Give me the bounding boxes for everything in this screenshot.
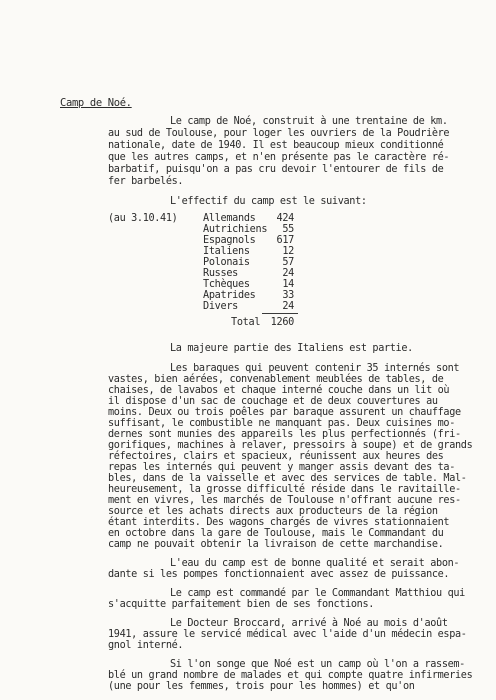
paragraph-line: vastes, bien aérées, convenablement meublées de tables, de xyxy=(108,374,444,385)
count-value: 24 xyxy=(282,268,294,279)
count-value: 57 xyxy=(282,257,294,268)
count-label: Autrichiens xyxy=(203,224,268,235)
count-label: Italiens xyxy=(203,246,250,257)
paragraph-line: que les autres camps, et n'en présente pas le caractère ré- xyxy=(108,152,450,163)
paragraph-line: réfectoires, clairs et spacieux, réunissent aux heures des xyxy=(108,451,444,462)
count-label: Polonais xyxy=(203,257,250,268)
paragraph-line: source et les achats directs aux producteurs de la région xyxy=(108,506,438,517)
paragraph-line: en octobre dans la gare de Toulouse, mais le Commandant du xyxy=(108,528,444,539)
paragraph-line: dernes sont munies des appareils les plus perfectionnés (fri- xyxy=(108,429,461,440)
paragraph-line: (une pour les femmes, trois pour les hommes) et qu'on xyxy=(108,681,415,692)
paragraph-line: repas les internés qui peuvent y manger assis devant des ta- xyxy=(108,462,456,473)
paragraph-line: ment en vivres, les marchés de Toulouse n'offrant aucune res- xyxy=(108,495,461,506)
total-value: 1260 xyxy=(270,317,294,328)
effectif-intro: L'effectif du camp est le suivant: xyxy=(170,196,367,207)
paragraph-line: blé un grand nombre de malades et qui compte quatre infirmeries xyxy=(108,670,473,681)
paragraph-line: gorifiques, machines à relaver, pressoirs à soupe) et de grands xyxy=(108,440,473,451)
paragraph-line: La majeure partie des Italiens est partie. xyxy=(170,343,413,354)
paragraph-line: fer barbelés. xyxy=(108,176,184,187)
count-label: Divers xyxy=(203,301,239,312)
paragraph-line: moins. Deux ou trois poêles par baraque assurent un chauffage xyxy=(108,407,461,418)
paragraph-line: Les baraques qui peuvent contenir 35 internés sont xyxy=(170,363,460,374)
count-value: 617 xyxy=(276,235,294,246)
count-value: 33 xyxy=(282,290,294,301)
paragraph-line: Le Docteur Broccard, arrivé à Noé au mois d'août xyxy=(170,618,448,629)
paragraph-line: dante si les pompes fonctionnaient avec assez de puissance. xyxy=(108,569,450,580)
paragraph-line: Le camp est commandé par le Commandant Matthiou qui xyxy=(170,588,465,599)
paragraph-line: étant interdits. Des wagons chargés de vivres stationnaient xyxy=(108,517,450,528)
paragraph-line: suffisant, le combustible ne manquant pas. Deux cuisines mo- xyxy=(108,418,456,429)
paragraph-line: barbatif, puisqu'on a pas cru devoir l'entourer de fils de xyxy=(108,164,444,175)
count-value: 24 xyxy=(282,301,294,312)
table-date: (au 3.10.41) xyxy=(108,213,178,224)
count-label: Tchèques xyxy=(203,279,250,290)
count-label: Espagnols xyxy=(203,235,256,246)
paragraph-line: s'acquitte parfaitement bien de ses fonctions. xyxy=(108,599,375,610)
paragraph-line: Le camp de Noé, construit à une trentaine de km. xyxy=(170,116,448,127)
section-title: Camp de Noé. xyxy=(60,97,132,109)
count-label: Russes xyxy=(203,268,239,279)
count-label: Apatrides xyxy=(203,290,256,301)
count-value: 12 xyxy=(282,246,294,257)
count-label: Allemands xyxy=(203,213,256,224)
paragraph-line: gnol interné. xyxy=(108,640,184,651)
paragraph-line: il dispose d'un sac de couchage et de deux couvertures au xyxy=(108,396,438,407)
count-value: 55 xyxy=(282,224,294,235)
total-rule xyxy=(262,313,298,314)
paragraph-line: 1941, assure le servicé médical avec l'aide d'un médecin espa- xyxy=(108,629,467,640)
paragraph-line: camp ne pouvait obtenir la livraison de cette marchandise. xyxy=(108,539,444,550)
paragraph-line: L'eau du camp est de bonne qualité et serait abon- xyxy=(170,558,460,569)
paragraph-line: bles, dans de la vaisselle et avec des services de table. Mal- xyxy=(108,473,467,484)
paragraph-line: Si l'on songe que Noé est un camp où l'on a rassem- xyxy=(170,659,465,670)
paragraph-line: chaises, de lavabos et chaque interné couche dans un lit où xyxy=(108,385,450,396)
paragraph-line: nationale, date de 1940. Il est beaucoup mieux conditionné xyxy=(108,140,444,151)
paragraph-line: heureusement, la grosse difficulté réside dans le ravitaille- xyxy=(108,484,461,495)
count-value: 14 xyxy=(282,279,294,290)
total-label: Total xyxy=(231,317,261,328)
count-value: 424 xyxy=(276,213,294,224)
paragraph-line: au sud de Toulouse, pour loger les ouvriers de la Poudrière xyxy=(108,128,450,139)
